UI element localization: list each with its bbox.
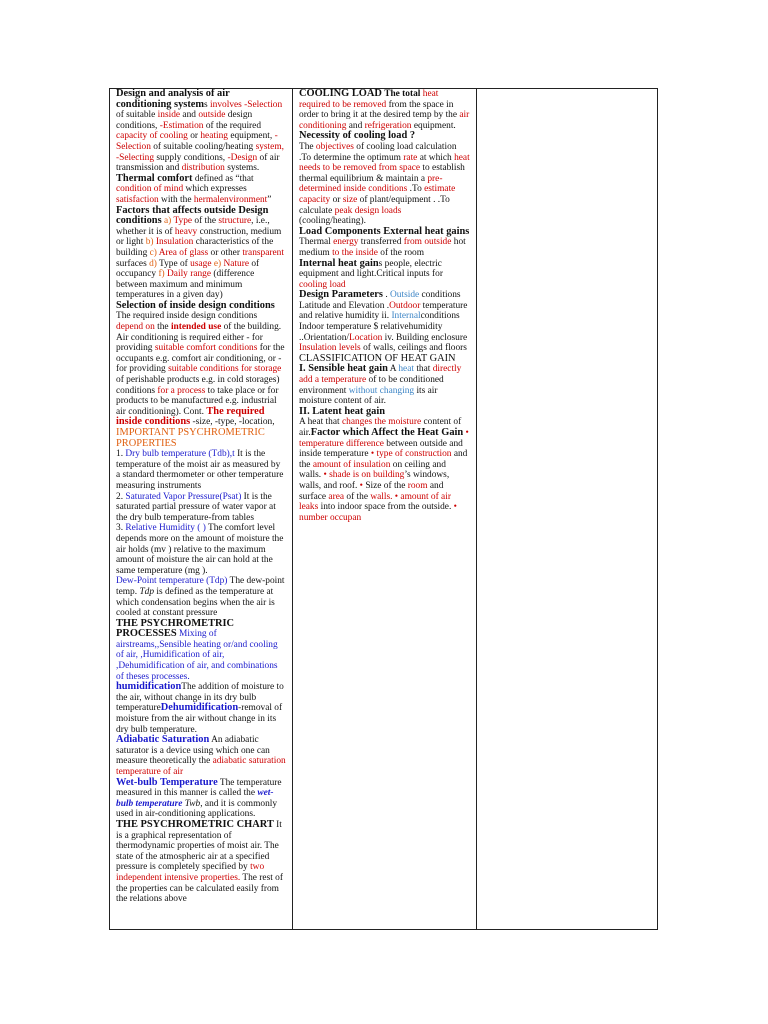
text-run: for a process bbox=[157, 385, 206, 396]
text-run: Nature bbox=[223, 258, 250, 269]
text-run: amount of insulation bbox=[312, 459, 391, 470]
column-3-empty bbox=[477, 89, 657, 929]
text-run: Dehumidification bbox=[160, 702, 239, 714]
paragraph bbox=[116, 778, 286, 820]
text-run: It is a graphical representation of thermodynamic properties of moist air. The state of the atmospheric air at a specified pressure is completely specified by bbox=[116, 819, 282, 873]
text-run: Thermal bbox=[299, 237, 334, 248]
text-run: The bbox=[299, 141, 316, 152]
text-run: without changing bbox=[348, 385, 415, 396]
text-run: heat required to be removed bbox=[299, 89, 439, 110]
text-run: Twb bbox=[184, 798, 201, 809]
text-run: of occupancy bbox=[116, 258, 260, 280]
text-run: CLASSIFICATION OF HEAT GAIN bbox=[299, 352, 456, 364]
text-run: Relative Humidity ( ) bbox=[125, 523, 206, 534]
paragraph bbox=[116, 206, 286, 301]
text-run: • number occupan bbox=[299, 502, 457, 523]
text-run: estimate capacity bbox=[299, 184, 456, 205]
text-run: • shade is on building bbox=[323, 470, 405, 481]
text-run: The required inside design conditions bbox=[116, 311, 258, 322]
text-run: of perishable products e.g. in cold storages) conditions bbox=[116, 375, 280, 396]
text-run: suitable comfort conditions bbox=[154, 343, 258, 354]
paragraph bbox=[116, 428, 286, 449]
text-run: to establish thermal equilibrium & maintain a bbox=[299, 163, 465, 184]
text-run: adiabatic saturation temperature of air bbox=[116, 756, 286, 777]
text-run: content of air. bbox=[299, 417, 462, 438]
text-run: Design Parameters bbox=[299, 289, 383, 301]
text-run: A bbox=[387, 364, 399, 375]
text-run: iv. Building enclosure bbox=[382, 332, 468, 343]
paragraph bbox=[299, 259, 470, 291]
text-run: of plant/equipment . .To calculate bbox=[299, 194, 450, 216]
text-run: , i.e., whether it is of bbox=[116, 216, 270, 237]
text-run: of the bbox=[192, 216, 219, 227]
text-run: is defined as the temperature at which condensation begins when the air is cooled at constant pressure bbox=[116, 586, 275, 619]
text-run: which expresses bbox=[183, 184, 247, 195]
paragraph bbox=[116, 682, 286, 735]
text-run: Location bbox=[349, 332, 383, 343]
text-run: hot medium bbox=[299, 237, 466, 258]
text-run: of walls, ceilings and floors bbox=[360, 343, 467, 354]
text-run: defined as “that bbox=[192, 173, 254, 184]
text-run: from outside bbox=[403, 237, 452, 248]
paragraph bbox=[299, 89, 470, 131]
text-run: The rest of the properties can be calculated easily from the relations above bbox=[116, 872, 283, 905]
text-run: directly add a temperature bbox=[299, 364, 462, 386]
text-run: II. Latent heat gain bbox=[299, 405, 386, 417]
text-run: of the required bbox=[203, 120, 262, 131]
text-run: (cooling/heating). bbox=[299, 216, 366, 227]
text-run: of air transmission and bbox=[116, 152, 280, 174]
text-run: condition of mind bbox=[116, 184, 184, 195]
paragraph bbox=[299, 364, 470, 406]
text-run: hermalenvironment bbox=[193, 194, 268, 205]
text-run: for the occupants e.g. comfort air conditioning, or - for providing bbox=[116, 343, 285, 375]
text-run: of the bbox=[344, 491, 371, 502]
text-run: Type bbox=[173, 216, 193, 227]
text-run: from the space in order to bring it at the desired temp by the bbox=[299, 99, 460, 121]
text-run: Wet-bulb Temperature bbox=[116, 776, 218, 788]
text-run: heavy bbox=[174, 226, 198, 237]
text-run: walls. • amount of air leaks bbox=[299, 491, 451, 513]
text-run: Mixing of airstreams,,Sensible heating or/and cooling of air, ,Humidification of air, ,Dehumidification of air, and combinations of theses processes. bbox=[116, 629, 278, 682]
text-run: Adiabatic Saturation bbox=[116, 734, 210, 746]
text-run: characteristics of the building bbox=[116, 237, 274, 258]
text-run: temperature and relative humidity ii. bbox=[299, 300, 468, 322]
text-run: the bbox=[154, 322, 171, 333]
text-run: The required inside conditions bbox=[116, 405, 265, 428]
text-run: -Estimation bbox=[159, 120, 204, 131]
text-run: size bbox=[342, 194, 358, 205]
paragraph bbox=[116, 523, 286, 576]
text-run: ’s windows, walls, and roof. bbox=[299, 470, 450, 491]
paragraph bbox=[116, 576, 286, 618]
text-run: two independent intensive properties. bbox=[116, 862, 265, 883]
text-run: cooling load bbox=[299, 279, 346, 290]
text-run: A heat that bbox=[299, 417, 342, 428]
text-run: Type of bbox=[156, 258, 191, 269]
text-run: between outside and inside temperature bbox=[299, 438, 463, 460]
paragraph bbox=[116, 735, 286, 777]
text-run: of cooling load calculation .To determine the optimum bbox=[299, 141, 457, 163]
text-run: construction, medium or light bbox=[116, 226, 282, 248]
text-run: and the bbox=[299, 449, 468, 470]
text-run: The dew-point temp. bbox=[116, 576, 285, 597]
text-run: rate bbox=[403, 152, 418, 163]
text-run: 3. bbox=[116, 523, 126, 534]
text-run: design conditions, bbox=[116, 110, 253, 131]
text-run: energy bbox=[333, 237, 359, 248]
text-run: equipment, bbox=[227, 131, 275, 142]
text-run: (difference between maximum and minimum temperatures in a given day) bbox=[116, 269, 255, 301]
text-run: with the bbox=[158, 194, 194, 205]
text-run: heat bbox=[398, 364, 414, 375]
text-run: .To bbox=[407, 184, 425, 195]
paragraph bbox=[299, 227, 470, 259]
paragraph bbox=[299, 407, 470, 418]
text-run: refrigeration bbox=[364, 120, 412, 131]
text-run: Factor which Affect the Heat Gain bbox=[310, 427, 464, 438]
text-run: transferred bbox=[358, 237, 404, 248]
text-run: • temperature difference bbox=[299, 428, 469, 449]
text-run: Necessity of cooling load ? bbox=[299, 130, 416, 142]
text-run: on ceiling and walls. bbox=[299, 459, 446, 481]
text-run: objectives bbox=[315, 141, 354, 152]
text-run: suitable conditions for storage bbox=[168, 364, 282, 375]
text-run: and bbox=[180, 110, 199, 121]
text-run: Internal heat gain bbox=[299, 257, 379, 269]
text-run: system, -Selecting bbox=[116, 141, 284, 163]
text-run: or bbox=[187, 131, 201, 142]
text-run: THE PSYCHROMETRIC CHART bbox=[116, 818, 274, 830]
text-run: conditions Indoor temperature $ relativehumidity ..Orientation/ bbox=[299, 311, 460, 343]
paragraph bbox=[116, 301, 286, 428]
text-run: An adiabatic saturator is a device using which one can measure theoretically the bbox=[116, 735, 270, 767]
paragraph bbox=[116, 820, 286, 905]
text-run: Selection of inside design conditions bbox=[116, 299, 275, 311]
text-run: into indoor space from the outside. bbox=[318, 502, 454, 513]
text-run: • type of construction bbox=[370, 449, 452, 460]
text-run: 1. bbox=[116, 449, 126, 460]
text-run: e) bbox=[213, 258, 222, 269]
text-run: Area of glass bbox=[158, 247, 209, 258]
text-run: Outdoor bbox=[389, 300, 421, 311]
text-run: peak design loads bbox=[334, 205, 402, 216]
text-run: Saturated Vapor Pressure(Psat) bbox=[125, 491, 242, 502]
text-run: and bbox=[346, 120, 365, 131]
text-run: I. Sensible heat gain bbox=[299, 363, 388, 375]
text-run: and surface bbox=[299, 480, 444, 502]
text-run: systems. bbox=[224, 163, 260, 174]
text-run: -Selection bbox=[116, 131, 278, 152]
text-run: usage bbox=[190, 258, 212, 269]
column-1 bbox=[110, 89, 293, 929]
text-run: 2. bbox=[116, 491, 126, 502]
text-run: wet-bulb temperature bbox=[116, 788, 274, 809]
text-run: of suitable cooling/heating bbox=[150, 141, 256, 152]
text-run: Internal bbox=[391, 311, 421, 322]
text-run: heating bbox=[200, 131, 228, 142]
text-run: changes the moisture bbox=[341, 417, 422, 428]
text-run: Outside bbox=[390, 290, 420, 301]
text-run: of to be conditioned environment bbox=[299, 375, 444, 396]
text-run: . bbox=[382, 290, 390, 301]
column-2 bbox=[293, 89, 477, 929]
text-run: intended use bbox=[170, 322, 222, 333]
text-run: -removal of moisture from the air without change in its dry bulb temperature. bbox=[116, 703, 283, 735]
text-run: equipment. bbox=[411, 120, 456, 131]
text-run: Dew-Point temperature (Tdp) bbox=[116, 576, 228, 587]
text-run: The addition of moisture to the air, without change in its dry bulb temperature bbox=[116, 682, 284, 714]
text-run: The total bbox=[384, 89, 421, 99]
text-run: or bbox=[330, 194, 343, 205]
text-run: Load Components External heat gains bbox=[299, 225, 470, 237]
paragraph bbox=[299, 290, 470, 354]
text-run: to the inside bbox=[332, 247, 378, 258]
text-run: its air moisture content of air. bbox=[299, 385, 438, 407]
paragraph bbox=[299, 131, 470, 142]
paragraph bbox=[116, 89, 286, 206]
text-run: that bbox=[413, 364, 433, 375]
text-run: distribution bbox=[181, 163, 225, 174]
text-run: at which bbox=[417, 152, 455, 163]
text-run: • bbox=[359, 480, 363, 491]
text-run: a) bbox=[163, 216, 172, 227]
text-run: area bbox=[328, 491, 345, 502]
paragraph bbox=[116, 492, 286, 524]
text-run: The temperature measured in this manner is called the bbox=[116, 777, 282, 799]
paragraph bbox=[299, 417, 470, 523]
text-run: s bbox=[204, 99, 211, 110]
text-run: outside bbox=[198, 110, 226, 121]
text-run: transparent bbox=[242, 247, 284, 258]
text-run: Factors that affects outside Design conditions bbox=[116, 204, 269, 227]
text-run: It is the saturated partial pressure of water vapor at the dry bulb temperature-from tables bbox=[116, 491, 276, 523]
text-run: of the room bbox=[377, 247, 424, 258]
text-run: capacity of cooling bbox=[116, 131, 188, 142]
text-run: Thermal comfort bbox=[116, 172, 193, 184]
text-run: COOLING LOAD bbox=[299, 89, 382, 99]
text-run: to take place or for products to be manufactured e.g. industrial air conditioning). Cont. bbox=[116, 385, 279, 417]
text-run: of the building. Air conditioning is required either - for providing bbox=[116, 322, 282, 354]
text-run: heat needs to be removed from space bbox=[299, 152, 470, 174]
text-run: Size of the bbox=[362, 480, 408, 491]
paragraph bbox=[116, 449, 286, 491]
text-run: s people, electric equipment and light.Critical inputs for bbox=[299, 258, 443, 280]
notes-table bbox=[109, 88, 658, 930]
text-run: surfaces bbox=[116, 258, 150, 269]
text-run: satisfaction bbox=[116, 194, 159, 205]
text-run: Tdp bbox=[139, 586, 155, 597]
text-run: d) bbox=[149, 258, 157, 269]
paragraph bbox=[116, 619, 286, 683]
text-run: air conditioning bbox=[299, 110, 470, 131]
text-run: depend on bbox=[116, 322, 155, 333]
text-run: The comfort level depends more on the amount of moisture the air holds (mv ) relative to the maximum amount of moisture the air can hold at the same temperature (mg ). bbox=[116, 523, 284, 576]
text-run: Insulation levels bbox=[299, 343, 361, 354]
text-run: c) bbox=[149, 247, 157, 258]
text-run: of suitable bbox=[116, 110, 158, 121]
text-run: supply conditions, bbox=[154, 152, 228, 163]
text-run: -size, -type, -location, bbox=[190, 417, 275, 428]
text-run: IMPORTANT PSYCHROMETRIC PROPERTIES bbox=[116, 427, 265, 449]
text-run: f) bbox=[158, 269, 165, 280]
text-run: Dry bulb temperature (Tdb),t bbox=[125, 449, 235, 460]
text-run: or other bbox=[208, 247, 243, 258]
text-run: , and it is commonly used in air-conditioning applications. bbox=[116, 798, 278, 820]
text-run: Design and analysis of air conditioning system bbox=[116, 89, 230, 110]
text-run: humidification bbox=[116, 681, 182, 693]
text-run: Daily range bbox=[167, 269, 212, 280]
text-run: b) bbox=[145, 237, 154, 248]
text-run: conditions Latitude and Elevation . bbox=[299, 290, 461, 311]
text-run: THE PSYCHROMETRIC PROCESSES bbox=[116, 617, 235, 640]
text-run: -Design bbox=[227, 152, 258, 163]
text-run: structure bbox=[218, 216, 252, 227]
text-run: inside bbox=[157, 110, 181, 121]
text-run: It is the temperature of the moist air as measured by a standard thermometer or other temperature measuring instruments bbox=[116, 449, 284, 491]
text-run: involves -Selection bbox=[210, 99, 283, 110]
text-run: room bbox=[407, 480, 428, 491]
text-run: pre-determined inside conditions bbox=[299, 173, 443, 195]
text-run: ” bbox=[267, 194, 272, 205]
paragraph bbox=[299, 142, 470, 227]
text-run: Insulation bbox=[155, 237, 194, 248]
